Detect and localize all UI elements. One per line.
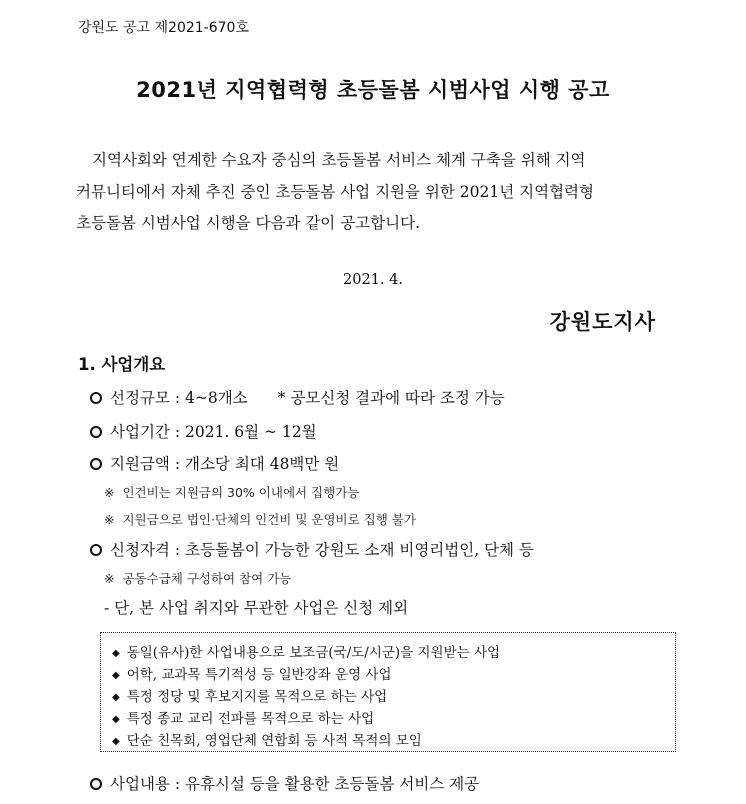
- item-scale: [90, 386, 505, 408]
- item-value: 2021. 6월 ~ 12월: [184, 423, 317, 441]
- diamond-bullet-icon: ◆: [112, 692, 120, 703]
- item-value: 4~8개소: [184, 389, 248, 407]
- circle-bullet-icon: [90, 392, 102, 404]
- note-text: 인건비는 지원금의 30% 이내에서 집행가능: [122, 485, 360, 500]
- exclusion-item: [112, 729, 422, 749]
- item-content: [90, 772, 479, 794]
- funding-note: [104, 510, 416, 528]
- colon: :: [169, 775, 185, 793]
- item-label: 사업기간: [110, 423, 170, 441]
- issuing-organization: 강원도지사: [549, 309, 656, 334]
- exclusion-item: [112, 641, 500, 661]
- item-extra: * 공모신청 결과에 따라 조정 가능: [277, 389, 505, 407]
- diamond-bullet-icon: ◆: [112, 648, 120, 659]
- exclusion-text: 단순 친목회, 영업단체 연합회 등 사적 목적의 모임: [126, 733, 422, 749]
- diamond-bullet-icon: ◆: [112, 670, 120, 681]
- exclusion-line: - 단, 본 사업 취지와 무관한 사업은 신청 제외: [104, 599, 409, 617]
- item-label: 사업내용: [110, 775, 170, 793]
- circle-bullet-icon: [90, 544, 102, 556]
- item-value: 초등돌봄이 가능한 강원도 소재 비영리법인, 단체 등: [184, 541, 534, 559]
- intro-line-3: 초등돌봄 시범사업 시행을 다음과 같이 공고합니다.: [76, 214, 420, 232]
- exclusion-text: 동일(유사)한 사업내용으로 보조금(국/도/시군)을 지원받는 사업: [126, 645, 501, 661]
- note-text: 공동수급체 구성하여 참여 가능: [122, 571, 292, 586]
- circle-bullet-icon: [90, 778, 102, 790]
- exclusion-item: [112, 707, 374, 727]
- item-label: 신청자격: [110, 541, 170, 559]
- item-label: 선정규모: [110, 389, 170, 407]
- colon: :: [169, 389, 185, 407]
- colon: :: [169, 541, 185, 559]
- note-text: 지원금으로 법인·단체의 인건비 및 운영비로 집행 불가: [122, 512, 416, 527]
- exclusion-text: 특정 종교 교리 전파를 목적으로 하는 사업: [126, 711, 375, 727]
- section-heading: 1. 사업개요: [78, 355, 166, 374]
- circle-bullet-icon: [90, 426, 102, 438]
- note-mark: ※: [104, 485, 115, 500]
- eligibility-note: [104, 569, 291, 587]
- intro-line-1: 지역사회와 연계한 수요자 중심의 초등돌봄 서비스 체계 구축을 위해 지역: [92, 151, 586, 169]
- colon: :: [169, 423, 185, 441]
- exclusion-item: [112, 663, 391, 683]
- page-title: 2021년 지역협력형 초등돌봄 시범사업 시행 공고: [136, 78, 610, 102]
- notice-number: 강원도 공고 제2021-670호: [78, 20, 249, 36]
- circle-bullet-icon: [90, 458, 102, 470]
- item-value: 유휴시설 등을 활용한 초등돌봄 서비스 제공: [184, 775, 480, 793]
- exclusion-item: [112, 685, 387, 705]
- item-value: 개소당 최대 48백만 원: [184, 455, 340, 473]
- exclusion-text: 특정 정당 및 후보지지를 목적으로 하는 사업: [126, 689, 388, 705]
- item-period: [90, 420, 317, 442]
- funding-note: [104, 483, 359, 501]
- notice-date: 2021. 4.: [343, 272, 403, 288]
- note-mark: ※: [104, 512, 115, 527]
- colon: :: [169, 455, 185, 473]
- note-mark: ※: [104, 571, 115, 586]
- diamond-bullet-icon: ◆: [112, 714, 120, 725]
- item-eligibility: [90, 538, 534, 560]
- diamond-bullet-icon: ◆: [112, 736, 120, 747]
- exclusion-text: 어학, 교과목 특기적성 등 일반강좌 운영 사업: [126, 667, 392, 683]
- intro-line-2: 커뮤니티에서 자체 추진 중인 초등돌봄 사업 지원을 위한 2021년 지역협력형: [76, 183, 595, 201]
- item-funding: [90, 452, 339, 474]
- item-label: 지원금액: [110, 455, 170, 473]
